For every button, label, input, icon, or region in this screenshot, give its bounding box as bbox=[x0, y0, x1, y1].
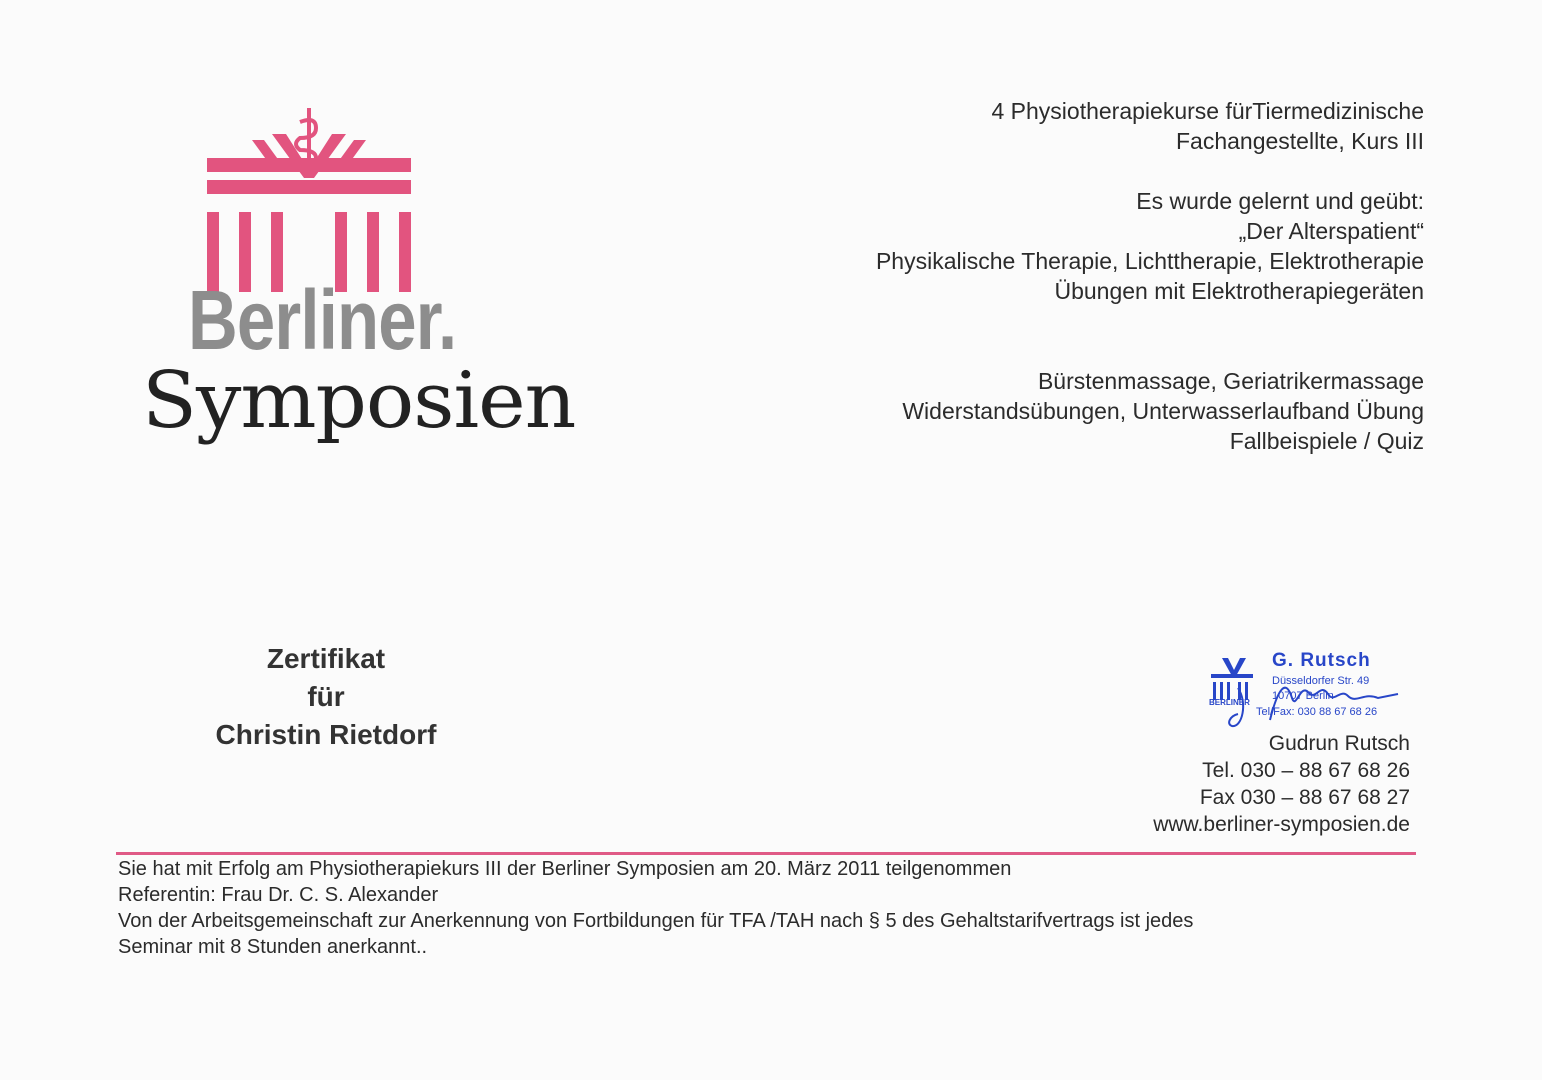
stamp-address: Düsseldorfer Str. 49 bbox=[1272, 675, 1370, 687]
topic-line: Fallbeispiele / Quiz bbox=[1229, 428, 1424, 454]
topic-line: Übungen mit Elektrotherapiegeräten bbox=[1054, 278, 1424, 304]
stamp-name: G. Rutsch bbox=[1272, 650, 1371, 671]
course-title-line1: 4 Physiotherapiekurse fürTiermedizinische bbox=[991, 98, 1424, 124]
course-title-line2: Fachangestellte, Kurs III bbox=[1175, 128, 1424, 154]
contact-block bbox=[1010, 730, 1410, 838]
logo-word-symposien: Symposien bbox=[142, 356, 576, 446]
stamp-phone: Tel/Fax: 030 88 67 68 26 bbox=[1256, 706, 1378, 718]
certificate-footer bbox=[118, 856, 1438, 960]
berliner-symposien-logo bbox=[140, 100, 576, 460]
footer-line: Von der Arbeitsgemeinschaft zur Anerkennung von Fortbildungen für TFA /TAH nach § 5 des Gehaltstarifvertrags ist jedes bbox=[118, 910, 1194, 932]
certificate-heading bbox=[176, 640, 476, 754]
footer-line: Referentin: Frau Dr. C. S. Alexander bbox=[118, 884, 439, 906]
organizer-stamp bbox=[1208, 648, 1408, 733]
course-description bbox=[704, 96, 1424, 456]
contact-tel: Tel. 030 – 88 67 68 26 bbox=[1202, 759, 1410, 782]
footer-line: Sie hat mit Erfolg am Physiotherapiekurs III der Berliner Symposien am 20. März 2011 teilgenommen bbox=[118, 858, 1012, 880]
topic-line: Physikalische Therapie, Lichttherapie, Elektrotherapie bbox=[875, 248, 1424, 274]
certificate-title: Zertifikat bbox=[266, 643, 386, 674]
topic-line: Widerstandsübungen, Unterwasserlaufband Übung bbox=[902, 398, 1424, 424]
stamp-logo-text: BERLINER bbox=[1209, 698, 1250, 707]
topic-line: „Der Alterspatient“ bbox=[1238, 218, 1424, 244]
logo-word-berliner: Berliner. bbox=[188, 273, 457, 367]
divider-line bbox=[116, 852, 1416, 855]
learned-heading: Es wurde gelernt und geübt: bbox=[1136, 188, 1424, 214]
certificate-for: für bbox=[307, 681, 345, 712]
contact-name: Gudrun Rutsch bbox=[1268, 732, 1410, 755]
contact-website[interactable]: www.berliner-symposien.de bbox=[1153, 813, 1410, 836]
recipient-name: Christin Rietdorf bbox=[215, 719, 437, 750]
topic-line: Bürstenmassage, Geriatrikermassage bbox=[1037, 368, 1424, 394]
contact-fax: Fax 030 – 88 67 68 27 bbox=[1199, 786, 1410, 809]
footer-line: Seminar mit 8 Stunden anerkannt.. bbox=[118, 936, 428, 958]
stamp-city: 10707 Berlin bbox=[1272, 690, 1334, 702]
